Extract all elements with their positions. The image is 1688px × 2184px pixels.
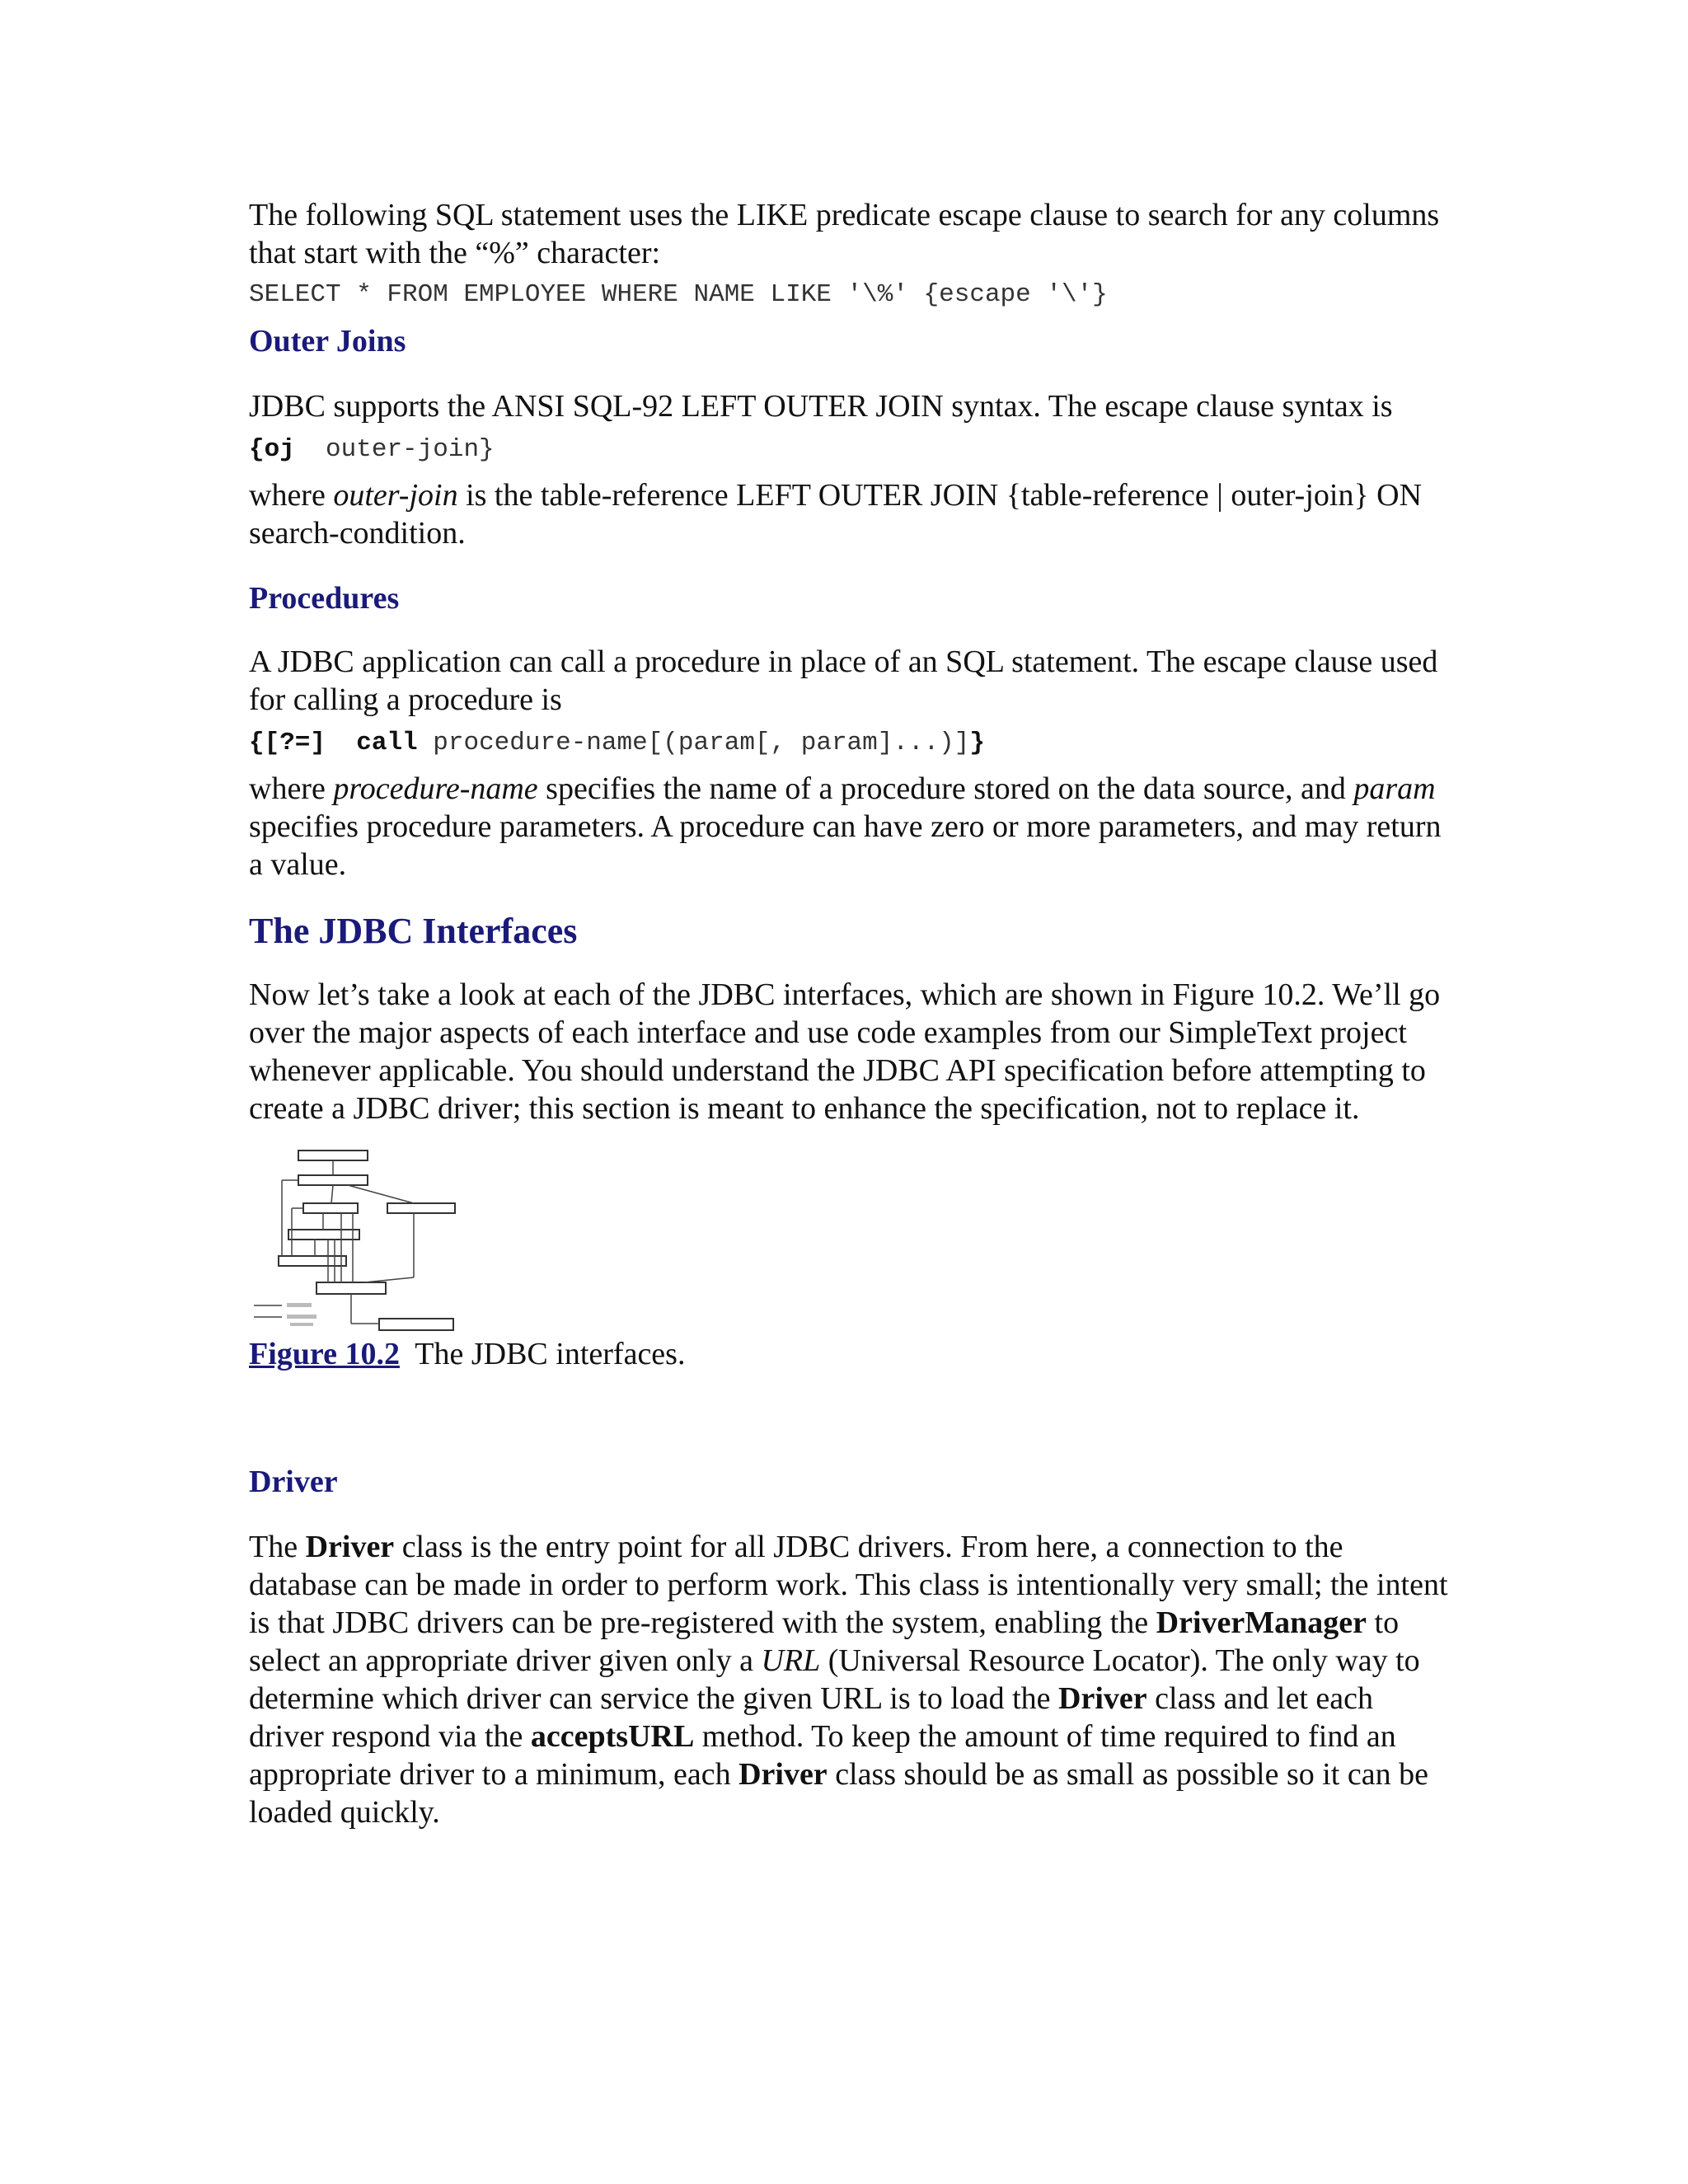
procedures-desc-rest: specifies procedure parameters. A procedure can have zero or more parameters, and may return a value. — [249, 809, 1442, 882]
jdbc-interfaces-figure — [249, 1146, 463, 1335]
param-term: param — [1353, 771, 1436, 806]
outer-joins-description — [249, 476, 1452, 552]
call-keyword: call — [356, 729, 418, 757]
procedures-heading: Procedures — [249, 581, 400, 616]
driver-text-2: to select an appropriate driver given only a — [249, 1605, 1400, 1678]
jdbc-interfaces-heading: The JDBC Interfaces — [249, 911, 578, 951]
call-prefix: {[?=] — [249, 729, 326, 757]
drivermanager-term: DriverManager — [1156, 1605, 1367, 1640]
driver-paragraph — [249, 1528, 1452, 1831]
acceptsurl-term: acceptsURL — [530, 1719, 695, 1754]
oj-code-rest: outer-join} — [326, 435, 495, 464]
driver-text-4: class and let each driver respond via the — [249, 1681, 1373, 1754]
jdbc-interfaces-intro: Now let’s take a look at each of the JDBC interfaces, which are shown in Figure 10.2. We’ll go over the major aspects of each interface and use code examples from our SimpleText project whenever applicable. You should understand the JDBC API specification before attempting to create a JDBC driver; this section is meant to enhance the specification, not to replace it. — [249, 977, 1441, 1126]
driver-text-3: (Universal Resource Locator). The only way to determine which driver can service the given URL is to load the — [249, 1643, 1420, 1716]
like-code-sample: SELECT * FROM EMPLOYEE WHERE NAME LIKE '\%' {escape '\'} — [249, 280, 1108, 309]
outer-join-code-sample — [249, 434, 1452, 466]
procedure-code-rest: procedure-name[(param[, param]...)] — [433, 729, 970, 757]
where-text: where — [249, 478, 326, 513]
where-text: where — [249, 771, 326, 806]
figure-caption-text: The JDBC interfaces. — [415, 1337, 686, 1371]
outer-joins-heading: Outer Joins — [249, 324, 406, 359]
procedure-name-term: procedure-name — [333, 771, 538, 806]
jdbc-interfaces-diagram-image — [249, 1146, 463, 1335]
driver-term: Driver — [738, 1757, 828, 1792]
driver-term: Driver — [305, 1530, 395, 1564]
outer-joins-desc-rest: is the table-reference LEFT OUTER JOIN {table-reference | outer-join} ON search-condition. — [249, 478, 1423, 551]
oj-keyword: {oj — [249, 435, 295, 464]
outer-joins-intro: JDBC supports the ANSI SQL-92 LEFT OUTER JOIN syntax. The escape clause syntax is — [249, 389, 1393, 424]
procedures-intro: A JDBC application can call a procedure in place of an SQL statement. The escape clause used for calling a procedure is — [249, 644, 1438, 717]
url-term: URL — [761, 1643, 821, 1678]
driver-term: Driver — [1058, 1681, 1147, 1716]
figure-caption — [249, 1335, 1452, 1373]
procedure-code-sample — [249, 727, 1452, 760]
document-page — [249, 196, 1452, 1831]
like-intro-paragraph: The following SQL statement uses the LIKE predicate escape clause to search for any columns that start with the “%” character: — [249, 198, 1440, 270]
figure-10-2-link[interactable]: Figure 10.2 — [249, 1337, 400, 1371]
call-close: } — [969, 729, 985, 757]
outer-join-term: outer-join — [333, 478, 458, 513]
procedures-desc-mid: specifies the name of a procedure stored on the data source, and — [546, 771, 1346, 806]
driver-heading: Driver — [249, 1465, 338, 1499]
driver-text-6: class should be as small as possible so it can be loaded quickly. — [249, 1757, 1428, 1830]
procedures-description — [249, 770, 1452, 883]
driver-text-1: class is the entry point for all JDBC drivers. From here, a connection to the database can be made in order to perform work. This class is intentionally very small; the intent is that JDBC drivers can be pre-registered with the system, enabling the — [249, 1530, 1448, 1640]
driver-text-5: method. To keep the amount of time required to find an appropriate driver to a minimum, each — [249, 1719, 1396, 1792]
driver-text-the: The — [249, 1530, 298, 1564]
